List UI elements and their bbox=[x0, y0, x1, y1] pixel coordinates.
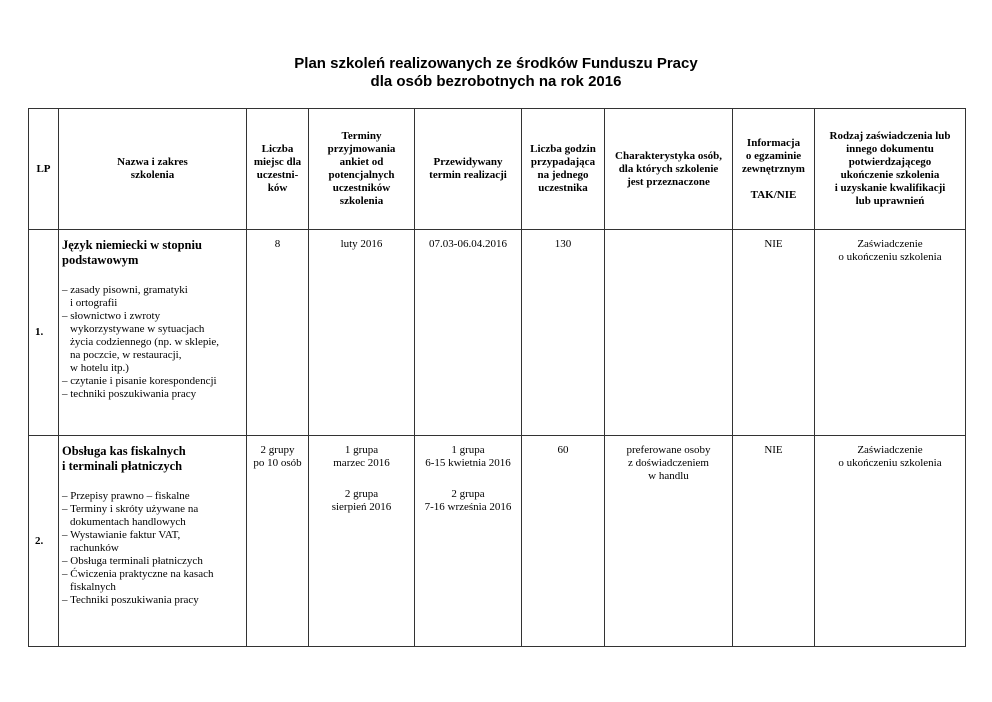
header-survey: Terminy przyjmowania ankiet od potencjalnych uczestników szkolenia bbox=[309, 109, 415, 230]
topic-list bbox=[62, 284, 243, 401]
cert-value: Zaświadczenie o ukończeniu szkolenia bbox=[838, 238, 942, 263]
survey-value: luty 2016 bbox=[340, 238, 383, 250]
profile-cell bbox=[605, 230, 733, 436]
training-cell bbox=[59, 230, 247, 436]
survey-cell bbox=[309, 436, 415, 647]
header-lp: LP bbox=[29, 109, 59, 230]
term-value: 2 grupa 7-16 września 2016 bbox=[424, 488, 512, 513]
seats-value: 2 grupy po 10 osób bbox=[253, 444, 302, 469]
hours-cell bbox=[522, 436, 605, 647]
exam-cell bbox=[733, 230, 815, 436]
exam-value: NIE bbox=[764, 238, 783, 250]
seats-value: 8 bbox=[274, 238, 281, 250]
topic-item: – czytanie i pisanie korespondencji bbox=[62, 375, 243, 388]
hours-value: 130 bbox=[554, 238, 572, 250]
profile-value bbox=[605, 230, 732, 238]
header-seats: Liczba miejsc dla uczestni- ków bbox=[247, 109, 309, 230]
term-cell bbox=[415, 230, 522, 436]
training-cell bbox=[59, 436, 247, 647]
title-line-2: dla osób bezrobotnych na rok 2016 bbox=[370, 73, 622, 90]
header-term: Przewidywany termin realizacji bbox=[415, 109, 522, 230]
topic-item: – Ćwiczenia praktyczne na kasach fiskalnych bbox=[62, 568, 243, 594]
profile-cell bbox=[605, 436, 733, 647]
title-line-1: Plan szkoleń realizowanych ze środków Funduszu Pracy bbox=[294, 55, 698, 72]
header-exam: Informacja o egzaminie zewnętrznym TAK/NIE bbox=[733, 109, 815, 230]
hours-cell bbox=[522, 230, 605, 436]
cert-cell bbox=[815, 230, 966, 436]
topic-item: – Wystawianie faktur VAT, rachunków bbox=[62, 529, 243, 555]
topic-item: – zasady pisowni, gramatyki i ortografii bbox=[62, 284, 243, 310]
term-value: 07.03-06.04.2016 bbox=[429, 238, 507, 250]
survey-value: 1 grupa marzec 2016 bbox=[333, 444, 390, 469]
topic-item: – Techniki poszukiwania pracy bbox=[62, 594, 243, 607]
header-name: Nazwa i zakres szkolenia bbox=[59, 109, 247, 230]
training-name: Obsługa kas fiskalnych i terminali płatniczych bbox=[62, 444, 186, 473]
row-number: 1. bbox=[29, 230, 59, 436]
topic-item: – słownictwo i zwroty wykorzystywane w sytuacjach życia codziennego (np. w sklepie, na poczcie, w restauracji, w hotelu itp.) bbox=[62, 310, 243, 375]
cert-value: Zaświadczenie o ukończeniu szkolenia bbox=[838, 444, 942, 469]
header-profile: Charakterystyka osób, dla których szkolenie jest przeznaczone bbox=[605, 109, 733, 230]
topic-item: – techniki poszukiwania pracy bbox=[62, 388, 243, 401]
table-row bbox=[29, 436, 966, 647]
table-row bbox=[29, 230, 966, 436]
seats-cell bbox=[247, 436, 309, 647]
topic-item: – Obsługa terminali płatniczych bbox=[62, 555, 243, 568]
cert-cell bbox=[815, 436, 966, 647]
document-title bbox=[0, 55, 992, 91]
profile-value: preferowane osoby z doświadczeniem w handlu bbox=[626, 444, 711, 482]
row-number: 2. bbox=[29, 436, 59, 647]
topic-item: – Przepisy prawno – fiskalne bbox=[62, 490, 243, 503]
term-cell bbox=[415, 436, 522, 647]
topic-list bbox=[62, 490, 243, 607]
survey-value: 2 grupa sierpień 2016 bbox=[331, 488, 392, 513]
term-value: 1 grupa 6-15 kwietnia 2016 bbox=[425, 444, 511, 469]
hours-value: 60 bbox=[557, 444, 569, 456]
header-row bbox=[29, 109, 966, 230]
training-plan-table bbox=[28, 108, 966, 647]
topic-item: – Terminy i skróty używane na dokumentach handlowych bbox=[62, 503, 243, 529]
survey-cell bbox=[309, 230, 415, 436]
seats-cell bbox=[247, 230, 309, 436]
header-hours: Liczba godzin przypadająca na jednego uczestnika bbox=[522, 109, 605, 230]
training-name: Język niemiecki w stopniu podstawowym bbox=[62, 238, 202, 267]
exam-value: NIE bbox=[764, 444, 783, 456]
exam-cell bbox=[733, 436, 815, 647]
header-cert: Rodzaj zaświadczenia lub innego dokumentu potwierdzającego ukończenie szkolenia i uzyskanie kwalifikacji lub uprawnień bbox=[815, 109, 966, 230]
